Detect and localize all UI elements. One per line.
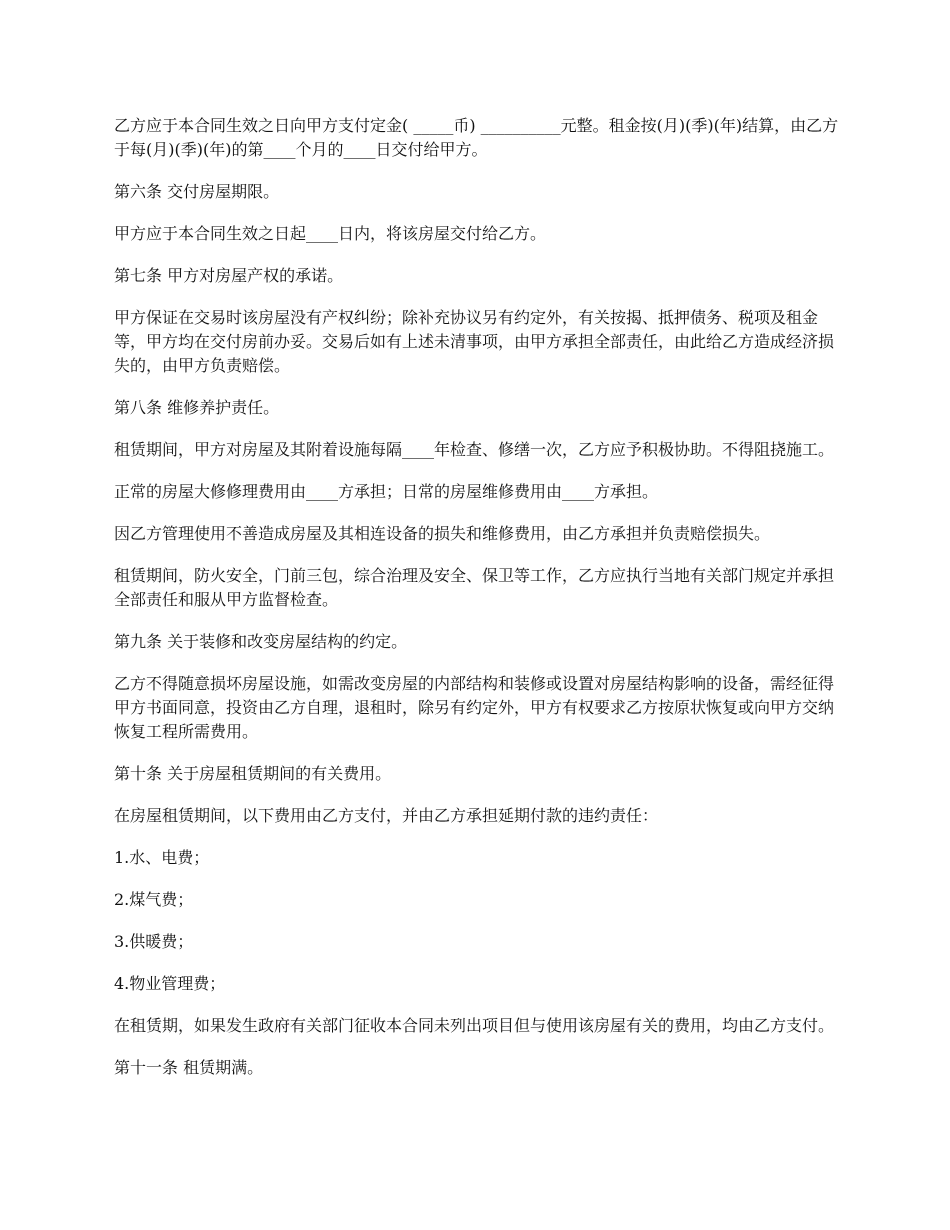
list-item-water-electricity: 1.水、电费； xyxy=(114,848,210,867)
article-10-heading: 第十条 关于房屋租赁期间的有关费用。 xyxy=(114,764,392,783)
paragraph-tenant-damage: 因乙方管理使用不善造成房屋及其相连设备的损失和维修费用，由乙方承担并负责赔偿损失。 xyxy=(114,524,771,543)
list-item-heating: 3.供暖费； xyxy=(114,932,194,951)
article-11-heading: 第十一条 租赁期满。 xyxy=(114,1058,264,1077)
article-8-heading: 第八条 维修养护责任。 xyxy=(114,398,280,417)
paragraph-repair-costs: 正常的房屋大修修理费用由____方承担；日常的房屋维修费用由____方承担。 xyxy=(114,482,659,501)
article-6-heading: 第六条 交付房屋期限。 xyxy=(114,182,280,201)
article-9-heading: 第九条 关于装修和改变房屋结构的约定。 xyxy=(114,632,408,651)
paragraph-delivery-term: 甲方应于本合同生效之日起____日内，将该房屋交付给乙方。 xyxy=(114,224,547,243)
paragraph-renovation: 乙方不得随意损坏房屋设施，如需改变房屋的内部结构和装修或设置对房屋结构影响的设备，需经征得甲方书面同意，投资由乙方自理，退租时，除另有约定外，甲方有权要求乙方按原状恢复或向甲方交纳恢复工程所需费用。 xyxy=(114,674,835,741)
paragraph-inspection: 租赁期间，甲方对房屋及其附着设施每隔____年检查、修缮一次，乙方应予积极协助。不得阻挠施工。 xyxy=(114,440,835,459)
paragraph-property-guarantee: 甲方保证在交易时该房屋没有产权纠纷；除补充协议另有约定外，有关按揭、抵押债务、税项及租金等，甲方均在交付房前办妥。交易后如有上述未清事项，由甲方承担全部责任，由此给乙方造成经济损失的，由甲方负责赔偿。 xyxy=(114,308,835,375)
list-item-gas: 2.煤气费； xyxy=(114,890,194,909)
paragraph-deposit-rent: 乙方应于本合同生效之日向甲方支付定金( _____币) __________元整。租金按(月)(季)(年)结算，由乙方于每(月)(季)(年)的第____个月的____日交付给甲方。 xyxy=(114,116,839,159)
paragraph-fees-intro: 在房屋租赁期间，以下费用由乙方支付，并由乙方承担延期付款的违约责任： xyxy=(114,806,659,825)
article-7-heading: 第七条 甲方对房屋产权的承诺。 xyxy=(114,266,344,285)
paragraph-government-fees: 在租赁期，如果发生政府有关部门征收本合同未列出项目但与使用该房屋有关的费用，均由乙方支付。 xyxy=(114,1016,835,1035)
paragraph-safety: 租赁期间，防火安全，门前三包，综合治理及安全、保卫等工作，乙方应执行当地有关部门规定并承担全部责任和服从甲方监督检查。 xyxy=(114,566,835,609)
list-item-property-management: 4.物业管理费； xyxy=(114,974,226,993)
